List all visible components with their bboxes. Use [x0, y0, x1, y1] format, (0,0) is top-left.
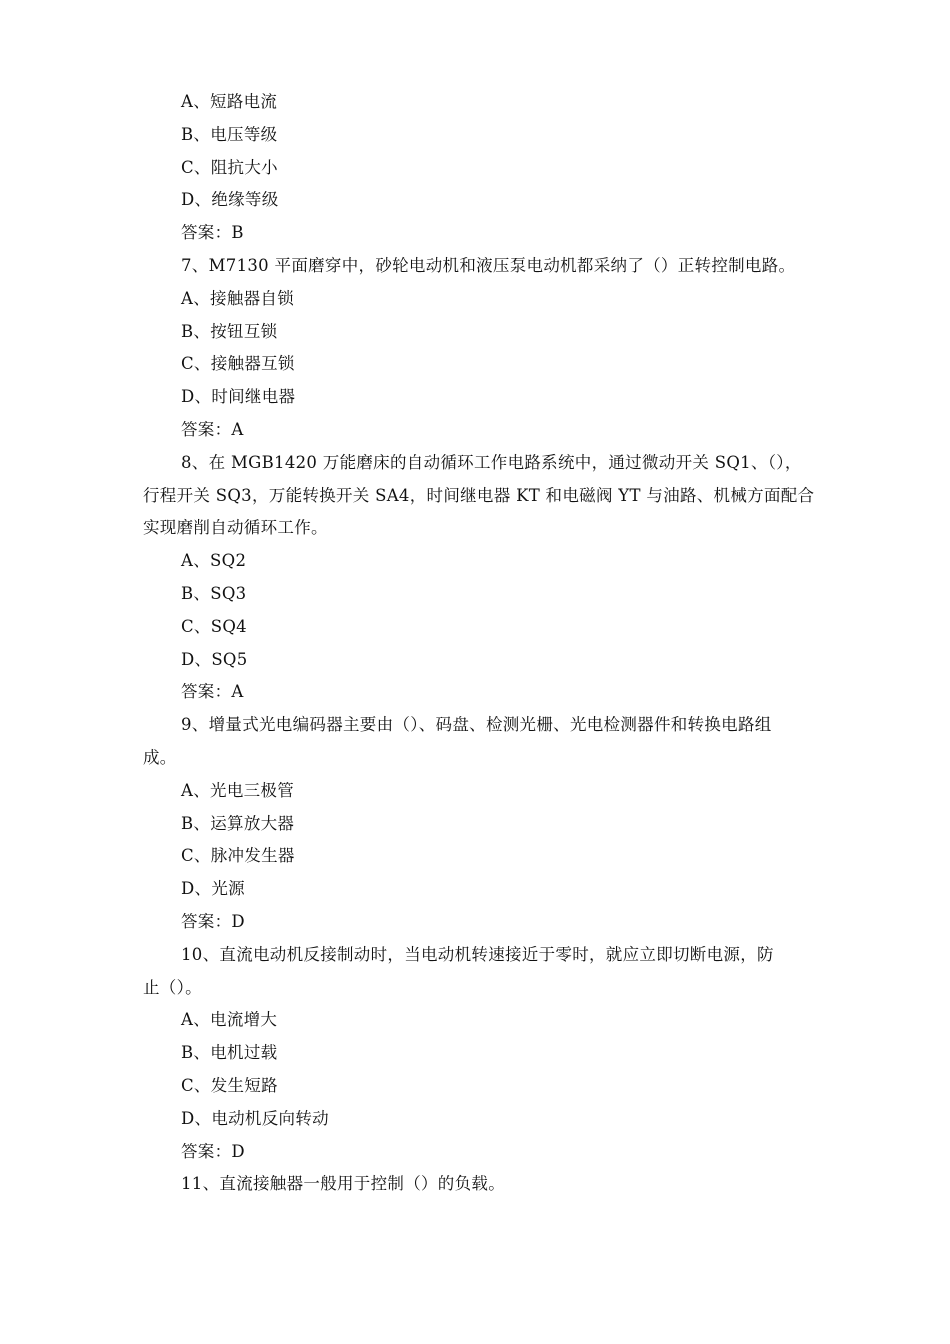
question-line: 7、M7130 平面磨穿中，砂轮电动机和液压泵电动机都采纳了（）正转控制电路。 — [181, 256, 796, 275]
option-line: D、光源 — [181, 879, 245, 899]
text-line: 实现磨削自动循环工作。 — [143, 518, 328, 538]
option-line: C、阻抗大小 — [181, 157, 278, 177]
option-line: C、SQ4 — [181, 616, 247, 636]
question-line: 8、在 MGB1420 万能磨床的自动循环工作电路系统中，通过微动开关 SQ1、（）， — [181, 452, 802, 472]
question-line: 11、直流接触器一般用于控制（）的负载。 — [181, 1174, 505, 1194]
option-line: B、电压等级 — [181, 124, 278, 144]
answer-line: 答案：B — [181, 223, 244, 243]
option-line: C、接触器互锁 — [181, 354, 295, 374]
option-line: C、脉冲发生器 — [181, 846, 295, 866]
option-line: A、电流增大 — [181, 1010, 278, 1030]
option-line: D、电动机反向转动 — [181, 1108, 329, 1128]
option-line: D、SQ5 — [181, 649, 248, 669]
question-line: 10、直流电动机反接制动时，当电动机转速接近于零时，就应立即切断电源，防 — [181, 944, 774, 964]
option-line: D、时间继电器 — [181, 387, 296, 407]
option-line: B、按钮互锁 — [181, 321, 278, 341]
question-line: 9、增量式光电编码器主要由（）、码盘、检测光栅、光电检测器件和转换电路组 — [181, 715, 772, 735]
answer-line: 答案：D — [181, 912, 245, 931]
option-line: A、SQ2 — [181, 551, 247, 571]
option-line: C、发生短路 — [181, 1076, 278, 1095]
option-line: D、绝缘等级 — [181, 190, 279, 210]
text-line: 止（）。 — [143, 977, 202, 997]
option-line: A、短路电流 — [181, 92, 278, 111]
text-line: 成。 — [143, 748, 177, 767]
answer-line: 答案：A — [181, 420, 244, 439]
option-line: B、电机过载 — [181, 1043, 278, 1063]
option-line: B、SQ3 — [181, 584, 247, 603]
option-line: A、光电三极管 — [181, 780, 295, 800]
text-line: 行程开关 SQ3，万能转换开关 SA4，时间继电器 KT 和电磁阀 YT 与油路、机械方面配合 — [143, 485, 815, 505]
answer-line: 答案：D — [181, 1141, 245, 1161]
option-line: B、运算放大器 — [181, 813, 295, 833]
option-line: A、接触器自锁 — [181, 288, 295, 308]
answer-line: 答案：A — [181, 682, 244, 702]
